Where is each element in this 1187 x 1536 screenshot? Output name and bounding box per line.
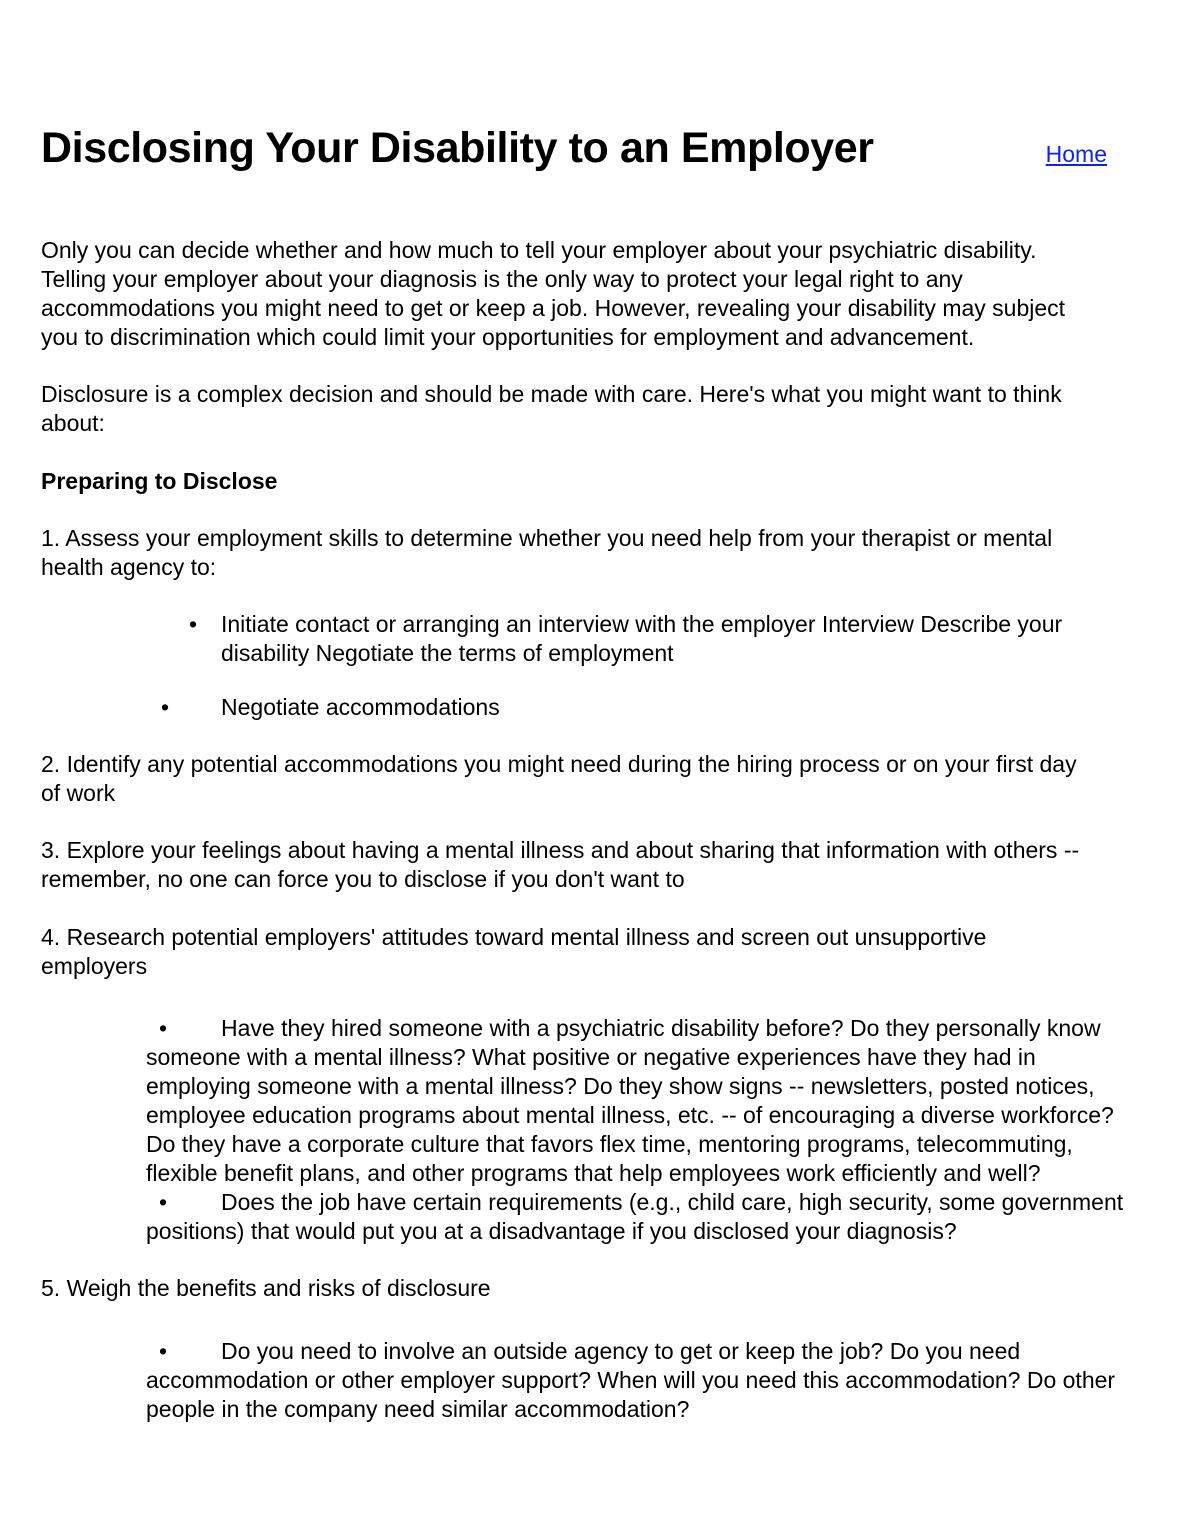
step-3-text: 3. Explore your feelings about having a mental illness and about sharing that information with others -- remember, no one can force you to disclose if you don't want to (41, 837, 1080, 893)
list-item (41, 610, 1146, 668)
spacer (41, 582, 1146, 610)
home-link[interactable]: Home (1045, 141, 1107, 167)
step-2-text: 2. Identify any potential accommodations you might need during the hiring process or on your first day of work (41, 751, 1077, 807)
intro-paragraph-1: Only you can decide whether and how much to tell your employer about your psychiatric disability. Telling your employer about your diagnosis is the only way to protect your legal right to any accommodations you might need to get or keep a job. However, revealing your disability may subject you to discrimination which could limit your opportunities for employment and advancement. (41, 237, 1066, 351)
spacer (41, 1304, 1146, 1337)
step-1-bullet-list (41, 610, 1146, 722)
spacer (41, 981, 1146, 1014)
spacer (41, 895, 1146, 923)
step-5-bullet-list (41, 1337, 1146, 1424)
spacer (41, 1246, 1146, 1274)
step-5-text: 5. Weigh the benefits and risks of disclosure (41, 1275, 491, 1302)
bullet-icon: • (159, 1014, 168, 1041)
step-4-text: 4. Research potential employers' attitudes toward mental illness and screen out unsupportive employers (41, 923, 987, 979)
list-item (41, 1337, 1146, 1424)
spacer (41, 496, 1146, 524)
list-item (41, 1188, 1146, 1246)
list-item-label: Initiate contact or arranging an interview with the employer Interview Describe your disability Negotiate the terms of employment (221, 610, 1063, 666)
spacer (41, 352, 1146, 380)
list-item-label: Does the job have certain requirements (e.g., child care, high security, some government positions) that would put you at a disadvantage if you disclosed your diagnosis? (146, 1189, 1124, 1245)
section-heading-preparing-to-disclose: Preparing to Disclose (41, 467, 278, 494)
list-item-label: Have they hired someone with a psychiatric disability before? Do they personally know someone with a mental illness? What positive or negative experiences have they had in employing someone with a mental illness? Do they show signs -- newsletters, posted notices, employee education programs about mental illness, etc. -- of encouraging a diverse workforce? Do they have a corporate culture that favors flex time, mentoring programs, telecommuting, flexible benefit plans, and other programs that help employees work efficiently and well? (146, 1014, 1114, 1187)
step-4-bullet-list (41, 1014, 1146, 1247)
spacer (41, 808, 1146, 836)
bullet-icon: • (159, 1189, 168, 1216)
step-1-text: 1. Assess your employment skills to determine whether you need help from your therapist or mental health agency to: (41, 524, 1053, 580)
spacer (41, 198, 1146, 236)
spacer (41, 439, 1146, 467)
bullet-icon: • (159, 1337, 168, 1364)
list-item-label: Do you need to involve an outside agency to get or keep the job? Do you need accommodation or other employer support? When will you need this accommodation? Do other people in the company need similar accommodation? (146, 1337, 1116, 1422)
list-item (41, 1014, 1146, 1189)
spacer (41, 722, 1146, 750)
document-header (41, 0, 1146, 198)
bullet-icon: • (161, 694, 170, 721)
bullet-icon: • (189, 610, 198, 637)
list-item (41, 693, 1146, 722)
page-title: Disclosing Your Disability to an Employer (41, 124, 874, 172)
intro-paragraph-2: Disclosure is a complex decision and should be made with care. Here's what you might want to think about: (41, 381, 1062, 437)
list-item-label: Negotiate accommodations (221, 694, 500, 721)
